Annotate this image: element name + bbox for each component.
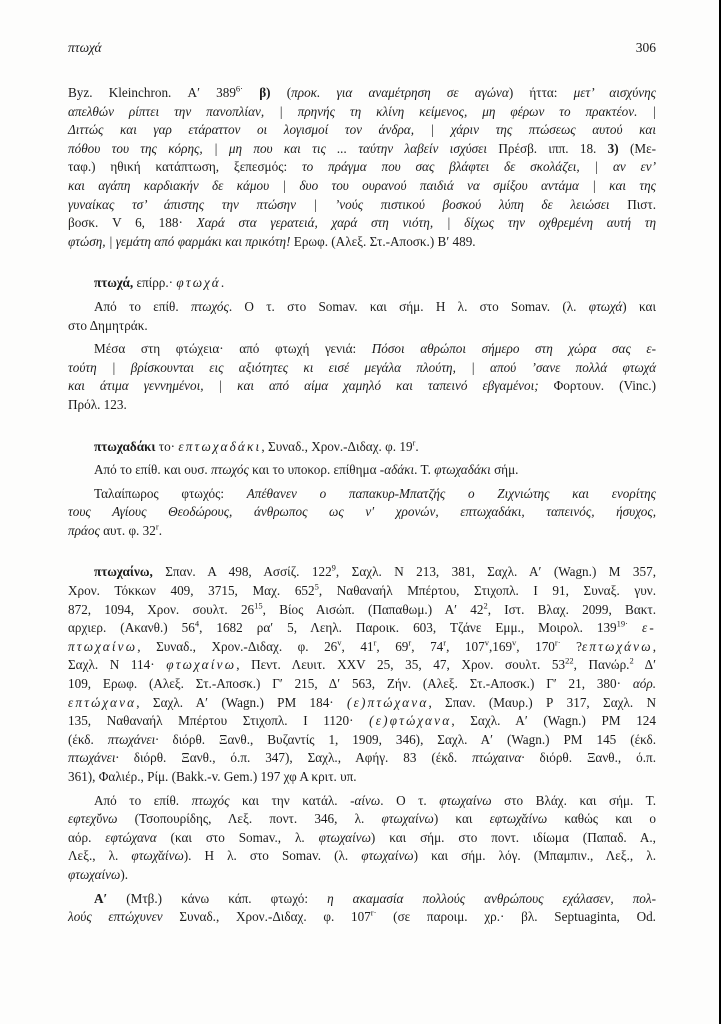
text-run: φτωχαίνω [68,866,121,882]
text-run: v [484,637,489,648]
text-run: , Σπαν. (Μαυρ.) Ρ 317, Σαχλ. Ν [428,694,656,710]
page-header [68,40,656,56]
text-run: 4 [194,618,200,629]
text-run: φτωχαίνω [361,848,414,864]
text-run: ,169 [488,638,513,654]
text-run: Δ′ [633,657,656,673]
text-run: , 41 [341,638,374,654]
text-run: . [158,522,162,538]
text-run: πτωχάνει· [107,731,159,747]
text-run: β) [259,85,271,100]
text-run: διόρθ. Ξανθ., ό.π. [524,750,656,766]
para-ptochaino-sense-a [68,890,656,927]
text-run: , Πανώρ. [573,657,630,673]
text-run: , Ναθαναήλ Μπέρτου, Στιχοπλ. Ι 91, Συναξ. γυν. [318,583,656,599]
text-run: φτωχαδάκι [434,462,491,478]
text-line [68,675,656,694]
para-ptochadaki-usage [68,485,656,541]
text-run: πτωχαίνω, [94,564,153,580]
text-run: το πράγμα που σας βλάφτει δε σκολάζει, | αν εν’ [301,159,657,175]
text-run: , Πεντ. Λευιτ. XXV 25, 35, 47, Χρον. σουλτ. 53 [236,657,566,673]
text-run: πράος [68,522,104,538]
text-run: Απέθανεν ο παπακυρ-Μπατζής ο Ζιχνιώτης και ενορίτης [246,485,657,501]
text-run: , Σαχλ. Α′ (Wagn.) PM 124 [451,713,656,729]
text-line [68,396,656,415]
para-ptocha-etymology [68,298,656,335]
text-line [68,317,656,336]
running-title: πτωχά [68,40,102,55]
text-run: (έκδ. [68,731,108,747]
text-line [68,522,656,541]
text-run: 22 [565,656,574,667]
text-run: ). Η λ. στο Somav. (λ. [183,848,362,864]
text-run: , 1682 ρα′ 5, Λεηλ. Παροικ. 603, Τζάνε Εμμ., Μοιρολ. 139 [199,620,617,636]
text-line [68,121,656,140]
text-run: 361), Φαλιέρ., Ρίμ. (Bakk.-v. Gem.) 197 χφ Α κριτ. υπ. [68,769,357,784]
text-run: , Βίος Αισώπ. (Παπαθωμ.) Α′ 42 [262,601,484,617]
text-run: ). [120,866,129,882]
text-run: αόρ. [68,829,106,845]
text-run: φτώση, | γεμάτη από φαρμάκι και πρικότη! [68,233,294,249]
text-line [68,214,656,233]
text-line [68,908,656,927]
text-line [68,177,656,196]
text-run: Πρέσβ. ιππ. 18. [498,140,608,156]
text-run: ( [270,85,292,100]
text-run: πτώχαινα· [472,750,525,766]
text-run: , Ιστ. Βλαχ. 2099, Βακτ. [487,601,656,617]
entry-ptochadaki-headword [68,438,656,457]
text-run: Φορτουν. (Vinc.) [553,378,656,394]
para-ptochaino-etymology [68,792,656,885]
text-run: , Σαχλ. Α′ (Wagn.) PM 184· [136,694,347,710]
text-run: 9 [331,563,336,574]
text-run: 6· [235,83,244,94]
text-line [68,847,656,866]
text-run: Ερωφ. (Αλεξ. Στ.-Αποσκ.) Β′ 489. [293,233,476,249]
text-line [68,233,656,252]
para-ptocha-usage [68,340,656,414]
text-line [68,563,656,582]
text-line [68,438,656,457]
text-run: (και στο Somav., λ. [156,829,319,845]
text-run: 2 [629,656,634,667]
text-line [68,866,656,885]
text-run: διόρθ. Ξανθ., ό.π. 347), Σαχλ., Αφήγ. 83 (έκδ. [118,750,473,766]
text-run: Σαχλ. Ν 114· [68,657,167,673]
text-run: Συναδ., Χρον.-Διδαχ. φ. 107 [179,909,371,925]
text-run: , Συναδ., Χρον.-Διδαχ. φ. 19 [261,438,413,454]
text-run: καθώς και ο [547,811,656,827]
text-line [68,503,656,522]
text-run: το· [155,438,179,454]
text-line [68,377,656,396]
text-run: 2 [483,600,488,611]
text-line [68,731,656,750]
text-run: Μέσα στη φτώχεια· από φτωχή γενιά: [94,341,372,357]
text-run: , 107 [446,638,485,654]
text-run: Λεξ., λ. [68,848,132,864]
text-run: φτωχά [588,298,623,314]
text-run: r [408,637,412,648]
text-run: . Ο τ. στο Somav. και σήμ. Η λ. στο Somav. (λ. [228,298,589,314]
text-run: (ε)φτώχανα [369,713,452,729]
text-run: , 69 [376,638,409,654]
text-run: επτώχανα [68,694,137,710]
text-run: πτωχαίνω [68,638,138,654]
text-line [68,298,656,317]
text-line [68,359,656,378]
text-run: 872, 1094, Χρον. σουλτ. 26 [68,601,255,617]
text-run: (ε)πτώχανα [346,694,429,710]
text-run: , 170 [516,638,555,654]
text-run: Byz. Kleinchron. Α′ 389 [68,85,236,100]
text-run: Πιστ. [627,196,656,212]
text-run: μετ’ αισχύνης [573,85,657,100]
text-line [68,140,656,159]
text-line [68,810,656,829]
text-run: , [652,638,657,654]
para-ptochadaki-etymology [68,461,656,480]
text-run: 19· [616,618,628,629]
text-run: 135, Ναθαναήλ Μπέρτου Στιχοπλ. Ι 1120· [68,713,370,729]
text-line [68,274,656,293]
text-run: ) και [622,298,656,314]
text-line [68,84,656,103]
text-run: Πρόλ. 123. [68,396,127,412]
text-run: γυναίκας τσ’ άπιστης την πτώσην | ’νούς πιστικού βοσκού λύπη δε λειώσει [68,196,628,212]
text-line [68,829,656,848]
text-run [243,85,259,100]
text-run: πόθου του της κόρης, | μη που και τις ... ταύτην λαβείν ισχύσει [68,140,499,156]
text-run: επτωχαδάκι [178,438,262,454]
text-run: η ακαμασία πολλούς ανθρώπους εχάλασεν, πολ- [327,890,656,906]
text-run: r· [554,637,561,648]
text-run: και την κατάλ. [229,792,351,808]
text-run: επτωχάνω [581,638,653,654]
text-run: φτωχαίνω [166,657,237,673]
text-run: ? [560,638,582,654]
text-run: φτωχαίνω [318,829,371,845]
text-run: -αίνω [350,792,381,808]
book-page [68,40,656,927]
text-run: . Τ. [414,462,435,478]
text-run: (σε παροιμ. χρ.· βλ. Septuaginta, Od. [376,909,656,925]
text-run: Από το επίθ. [94,298,191,314]
text-run: εφτωχ̆αίνω [489,811,548,827]
text-line [68,196,656,215]
text-run: ) ήττα: [508,85,574,100]
text-run: πτωχάνει· [68,750,119,766]
text-run: και αγάπη καρδιακήν δε κάμου | δυο του ουρανού παιδιά να σμίξου αντάμα | και της [68,177,656,193]
text-run: Ταλαίπωρος φτωχός: [94,485,247,501]
text-run: αρχιερ. (Ακανθ.) 56 [68,620,195,636]
text-run: Χρον. Τόκκων 409, 3715, Μαχ. 652 [68,583,315,599]
text-run: φτωχαίνω [381,811,434,827]
text-run: στο Βλάχ. και σήμ. Τ. [491,792,656,808]
text-run: και το υποκορ. επίθημα [248,462,380,478]
page-number: 306 [635,40,656,55]
text-run: r [412,437,416,448]
text-run: v [512,637,517,648]
text-run: (Τσοπουρίδης, Λεξ. ποντ. 346, λ. [117,811,382,827]
text-line [68,749,656,768]
text-run: βοσκ. V 6, 188· [68,215,197,231]
text-run: Σπαν. Α 498, Ασσίζ. 122 [152,564,332,580]
entry-ptochaino-headword [68,563,656,786]
text-run: πτωχά, [94,275,134,291]
text-run: φτωχά [176,275,221,291]
text-run: τους Αγίους Θεοδώρους, άνθρωπος ως ν′ χρονών, επτωχαδάκι, ταπεινός, ήσυχος, [68,504,656,520]
text-run: , Σαχλ. Ν 213, 381, Σαχλ. Α′ (Wagn.) Μ 357, [335,564,656,580]
text-run: εφτώχανα [105,829,157,845]
text-line [68,340,656,359]
text-run: τούτη | βρίσκουνται εις αξιότητες κι εισέ μεγάλα πλούτη, | απού ’σανε πολλά φτωχά [68,359,656,375]
text-run: πτωχαδάκι [94,438,156,454]
text-run: Από το επίθ. [94,792,192,808]
text-line [68,768,656,787]
text-run: 3) [607,140,619,156]
text-run: φτωχ̆αίνω [131,848,184,864]
text-run: πτωχός [211,462,249,478]
text-line [68,158,656,177]
text-run: r· [370,907,377,918]
text-run: αυτ. φ. 32 [103,522,156,538]
text-run [628,620,642,635]
text-run: διόρθ. Ξανθ., Βυζαντίς 1, 1909, 346), Σαχλ. Α′ (Wagn.) PM 145 (έκδ. [158,731,656,747]
text-run: και άτιμα γεννημένοι, | και από αίμα χαμηλό και ταπεινό εβγαμένοι; [68,378,554,394]
text-run: Πόσοι αθρώποι σήμερο στη χώρα σας ε- [371,341,656,357]
text-run: -αδάκι [379,462,415,478]
text-line [68,103,656,122]
text-run: εφτεχ̆ύνω [68,811,118,827]
text-run: (Με- [618,140,657,156]
text-run: ταφ.) ηθική κατάπτωση, ξεπεσμός: [68,159,302,175]
text-run: φτωχαίνω [439,792,492,808]
text-run: προκ. για αναμέτρηση σε αγώνα [291,85,509,100]
text-line [68,619,656,638]
text-run: αόρ. [632,676,656,692]
text-run: . Ο τ. [380,792,440,808]
text-run: Διττώς και γαρ ετάραττον οι λογισμοί τον άνδρα, | χάριν της πτώσεως αυτού και [68,122,656,138]
para-byz-kleinchron [68,84,656,251]
text-line [68,890,656,909]
text-run: Χαρά στα γερατειά, χαρά στη νιότη, | δίχως την οχθρεμένη αυτή τη [196,215,656,231]
text-run: ) και [433,811,490,827]
text-run: . [220,275,225,291]
text-run: Α′ [94,890,108,906]
text-line [68,485,656,504]
text-run: πτωχός [190,298,229,314]
text-run: ε- [642,620,656,636]
text-line [68,694,656,713]
text-run: πτωχός [191,792,230,808]
text-line [68,792,656,811]
text-run: Από το επίθ. και ουσ. [94,462,212,478]
text-run: στο Δημητράκ. [68,317,148,333]
text-run: . [415,438,419,454]
entry-ptocha-headword [68,274,656,293]
text-run: 15 [254,600,263,611]
text-run: , 74 [411,638,444,654]
text-line [68,656,656,675]
text-run: επίρρ.· [133,275,177,291]
text-run: r [155,521,159,532]
text-run: , Συναδ., Χρον.-Διδαχ. φ. 26 [137,638,338,654]
text-run: r [373,637,377,648]
page-body [68,84,656,927]
text-run: απελθών ρίπτει την πανοπλίαν, | πρηνής τη κλίνη κείμενος, μη φέρων το πρακτέον. | [68,103,656,119]
text-run: ) και σήμ. λόγ. (Μπαμπιν., Λεξ., λ. [413,848,656,864]
text-run: r [443,637,447,648]
text-line [68,461,656,480]
text-run: v [337,637,342,648]
text-run: λούς επτώχυνεν [68,909,180,925]
text-line [68,712,656,731]
text-run: σήμ. [490,462,519,478]
text-line [68,601,656,620]
text-line [68,638,656,657]
text-run: ) και σήμ. στο ποντ. ιδίωμα (Παπαδ. Α., [370,829,656,845]
text-line [68,582,656,601]
text-run: 5 [314,581,319,592]
text-run: 109, Ερωφ. (Αλεξ. Στ.-Αποσκ.) Γ′ 215, Δ′ 563, Ζήν. (Αλεξ. Στ.-Αποσκ.) Γ′ 21, 380· [68,676,633,692]
text-run: (Μτβ.) κάνω κάπ. φτωχό: [107,890,328,906]
